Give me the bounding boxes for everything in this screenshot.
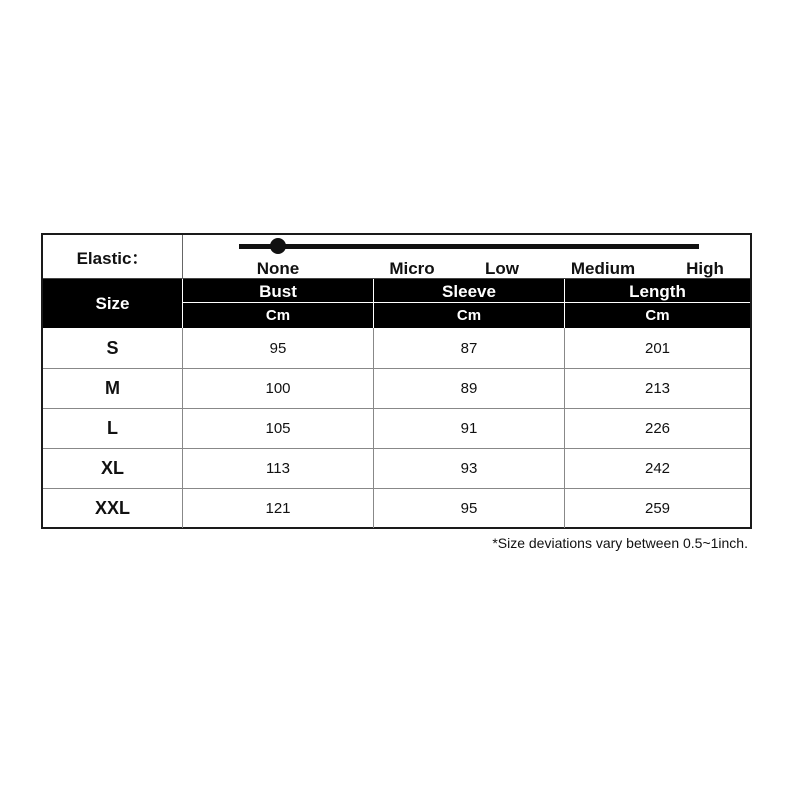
column-unit: Cm — [265, 307, 291, 324]
elastic-level-medium: Medium — [570, 259, 636, 278]
elastic-scale — [183, 235, 750, 279]
bust-cell: 121 — [183, 489, 374, 528]
length-cell: 242 — [644, 460, 671, 477]
elastic-level-micro: Micro — [389, 259, 435, 278]
column-name: Length — [565, 279, 750, 303]
elastic-row — [43, 235, 750, 279]
length-cell: 201 — [644, 339, 671, 357]
bust-cell: 105 — [183, 409, 374, 448]
length-cell: 259 — [644, 500, 671, 517]
bust-cell: 113 — [183, 449, 374, 488]
size-column-header: Size — [43, 279, 183, 328]
length-column-header — [565, 279, 750, 328]
size-cell: M — [43, 369, 183, 408]
size-deviation-note: *Size deviations vary between 0.5~1inch. — [492, 535, 748, 551]
elastic-level-high: High — [686, 259, 724, 278]
elastic-level-low: Low — [485, 259, 519, 278]
bust-cell: 100 — [183, 369, 374, 408]
sleeve-cell: 95 — [374, 489, 565, 528]
bust-column-header — [183, 279, 374, 328]
size-cell: XL — [43, 449, 183, 488]
sleeve-column-header — [374, 279, 565, 328]
size-cell: S — [43, 328, 183, 368]
bust-cell: 95 — [183, 328, 374, 368]
table-body — [43, 328, 750, 527]
table-row — [43, 408, 750, 448]
sleeve-cell: 89 — [374, 369, 565, 408]
size-cell: XXL — [43, 489, 183, 528]
sleeve-cell: 87 — [374, 328, 565, 368]
column-name: Sleeve — [374, 279, 564, 303]
table-row — [43, 368, 750, 408]
column-name: Bust — [183, 279, 373, 303]
elastic-label: Elastic： — [43, 235, 183, 279]
table-header — [43, 279, 750, 328]
length-cell: 226 — [644, 420, 671, 437]
column-unit: Cm — [645, 307, 670, 324]
elastic-level-none: None — [256, 259, 300, 278]
table-row — [43, 448, 750, 488]
sleeve-cell: 91 — [374, 409, 565, 448]
sleeve-cell: 93 — [374, 449, 565, 488]
size-chart — [41, 233, 752, 529]
elastic-scale-marker — [270, 238, 286, 254]
length-cell: 213 — [644, 380, 671, 397]
size-cell: L — [43, 409, 183, 448]
table-row — [43, 328, 750, 368]
table-row — [43, 488, 750, 528]
column-unit: Cm — [456, 307, 482, 324]
elastic-scale-line — [239, 244, 699, 249]
